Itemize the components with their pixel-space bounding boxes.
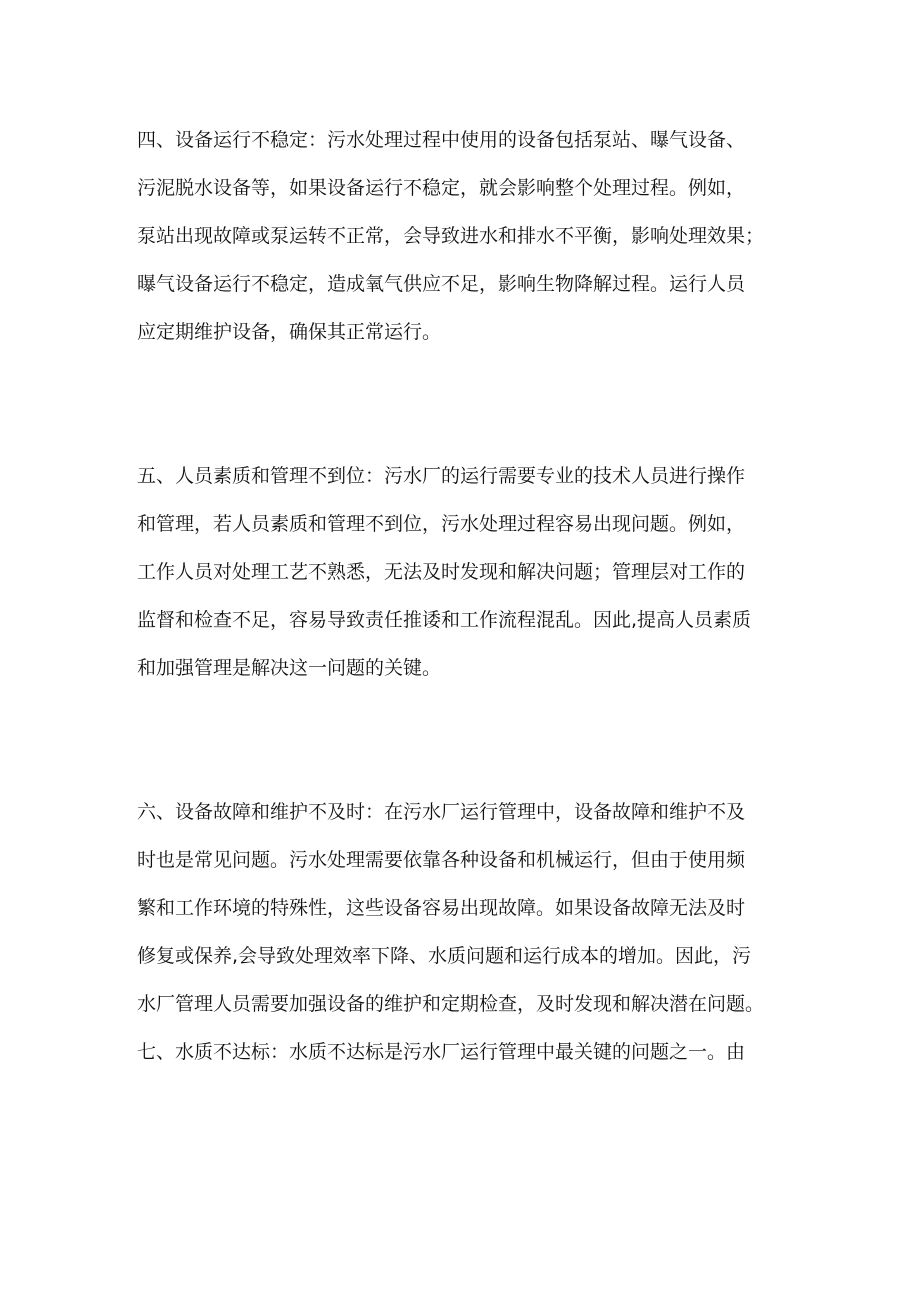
text-line: 六、设备故障和维护不及时：在污水厂运行管理中，设备故障和维护不及 <box>137 801 746 823</box>
text-line: 监督和检查不足，容易导致责任推诿和工作流程混乱。因此,提高人员素质 <box>137 609 752 631</box>
text-line: 工作人员对处理工艺不熟悉，无法及时发现和解决问题；管理层对工作的 <box>137 561 746 583</box>
text-line: 四、设备运行不稳定：污水处理过程中使用的设备包括泵站、曝气设备、 <box>137 129 746 151</box>
text-line: 繁和工作环境的特殊性，这些设备容易出现故障。如果设备故障无法及时 <box>137 897 746 919</box>
text-line: 泵站出现故障或泵运转不正常，会导致进水和排水不平衡，影响处理效果； <box>137 225 765 247</box>
text-line: 和加强管理是解决这一问题的关键。 <box>137 657 442 679</box>
text-line: 应定期维护设备，确保其正常运行。 <box>137 321 442 343</box>
text-line: 水厂管理人员需要加强设备的维护和定期检查，及时发现和解决潜在问题。 <box>137 993 765 1015</box>
text-line: 五、人员素质和管理不到位：污水厂的运行需要专业的技术人员进行操作 <box>137 465 746 487</box>
text-line: 污泥脱水设备等，如果设备运行不稳定，就会影响整个处理过程。例如， <box>137 177 746 199</box>
text-line: 曝气设备运行不稳定，造成氧气供应不足，影响生物降解过程。运行人员 <box>137 273 746 295</box>
text-line: 七、水质不达标：水质不达标是污水厂运行管理中最关键的问题之一。由 <box>137 1041 746 1063</box>
text-line: 和管理，若人员素质和管理不到位，污水处理过程容易出现问题。例如， <box>137 513 746 535</box>
text-line: 时也是常见问题。污水处理需要依靠各种设备和机械运行，但由于使用频 <box>137 849 746 871</box>
text-line: 修复或保养,会导致处理效率下降、水质问题和运行成本的增加。因此，污 <box>137 945 752 967</box>
